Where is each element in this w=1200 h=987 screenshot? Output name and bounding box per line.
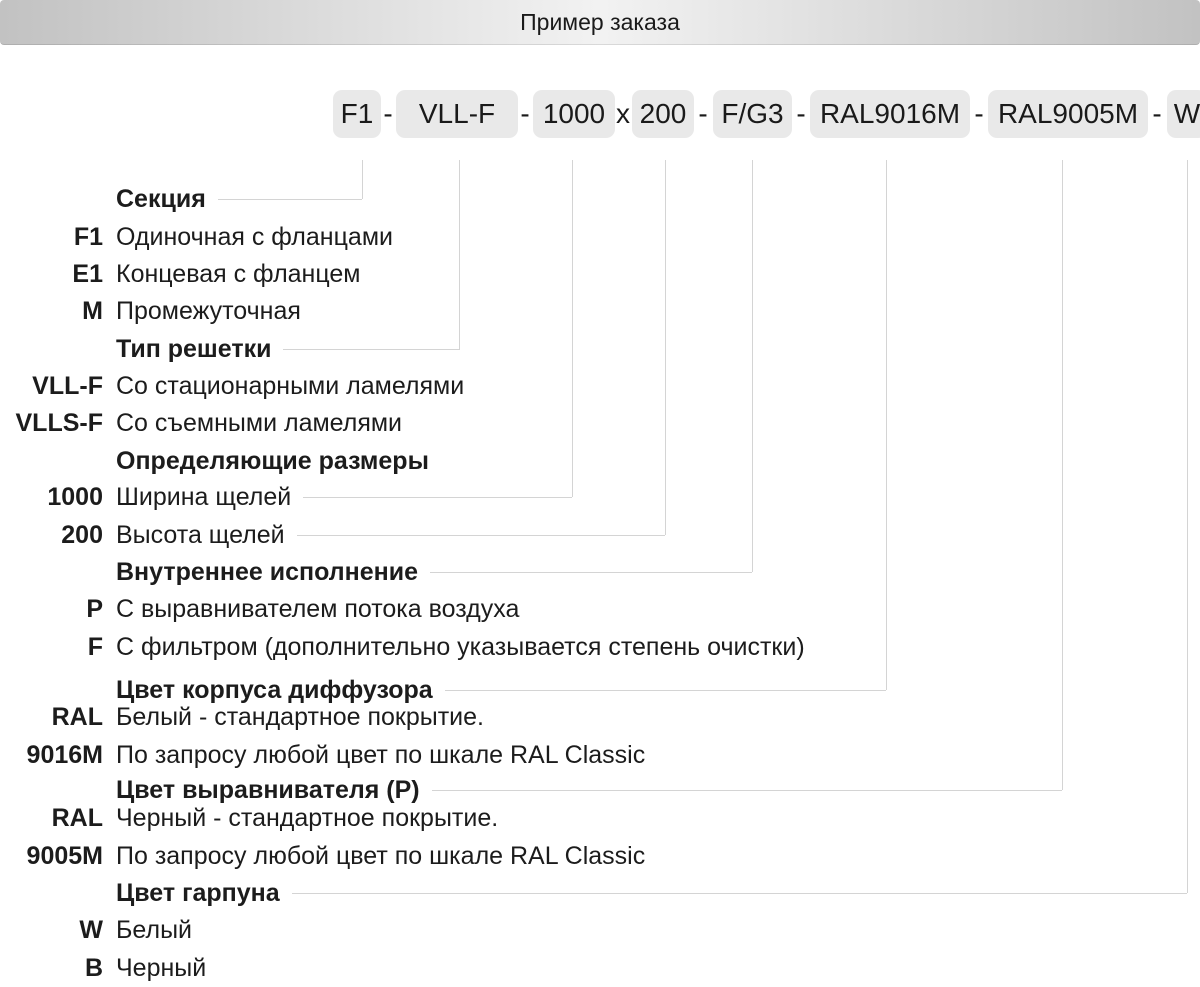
legend-row [0,218,1200,256]
connector-line-horizontal [218,199,362,200]
code-box-grille-type: VLL-F [396,90,518,138]
page-title: Пример заказа [520,8,680,35]
legend-row [0,736,1200,774]
code-separator: - [383,98,393,129]
row-desc: Белый [116,915,193,944]
row-desc: Концевая с фланцем [116,259,361,288]
legend-row [0,799,1200,837]
row-desc: Промежуточная [116,296,301,325]
code-separator: - [698,98,708,129]
row-desc: Со съемными ламелями [116,408,403,437]
row-code: 1000 [47,482,103,511]
row-code: E1 [72,259,103,288]
row-code: 9005M [26,841,103,870]
row-desc: Черный [116,953,207,982]
section-header-label: Цвет гарпуна [116,878,280,907]
legend-row [0,255,1200,293]
code-box-width: 1000 [533,90,615,138]
connector-line-horizontal [283,349,459,350]
code-box-harpoon-color: W [1167,90,1200,138]
row-code: VLLS-F [15,408,103,437]
legend-row [0,628,1200,666]
section-header-label: Тип решетки [116,334,272,363]
code-box-height: 200 [632,90,694,138]
connector-line-horizontal [297,535,665,536]
row-code: 9016M [26,740,103,769]
section-header-row [0,330,1200,368]
row-code: F [87,632,103,661]
code-box-internal: F/G3 [713,90,792,138]
code-separator: - [974,98,984,129]
legend-row [0,911,1200,949]
row-code: M [82,296,103,325]
connector-line-horizontal [292,893,1187,894]
code-separator: - [1152,98,1162,129]
section-header-label: Цвет корпуса диффузора [116,675,433,704]
row-desc: Высота щелей [116,520,285,549]
legend-row [0,949,1200,987]
row-desc: Со стационарными ламелями [116,371,465,400]
connector-line-horizontal [303,497,572,498]
code-box-body-color: RAL9016M [810,90,970,138]
code-separator: x [616,98,630,129]
code-box-equalizer-color: RAL9005M [988,90,1148,138]
row-desc: По запросу любой цвет по шкале RAL Classic [116,841,646,870]
code-box-section: F1 [333,90,381,138]
legend-row [0,837,1200,875]
legend-row [0,478,1200,516]
row-desc: С выравнивателем потока воздуха [116,594,520,623]
row-desc: Ширина щелей [116,482,292,511]
legend-row [0,292,1200,330]
legend-row [0,516,1200,554]
code-separator: - [520,98,530,129]
row-code: VLL-F [32,371,103,400]
legend-row [0,367,1200,405]
section-header-row [0,442,1200,480]
section-header-label: Цвет выравнивателя (P) [116,775,420,804]
row-desc: Белый - стандартное покрытие. [116,702,484,731]
legend-row [0,698,1200,736]
row-code: 200 [61,520,103,549]
row-code: RAL [51,803,103,832]
section-header-label: Секция [116,184,206,213]
row-code: F1 [73,222,103,251]
section-header-label: Внутреннее исполнение [116,557,419,586]
row-desc: Черный - стандартное покрытие. [116,803,499,832]
connector-line-horizontal [432,790,1062,791]
code-separator: - [796,98,806,129]
legend-row [0,404,1200,442]
row-code: B [84,953,103,982]
row-code: W [79,915,103,944]
section-header-label: Определяющие размеры [116,446,429,475]
row-desc: По запросу любой цвет по шкале RAL Classic [116,740,646,769]
legend-row [0,590,1200,628]
connector-line-horizontal [445,690,886,691]
section-header-row [0,874,1200,912]
row-code: P [86,594,103,623]
section-header-row [0,180,1200,218]
row-desc: С фильтром (дополнительно указывается степень очистки) [116,632,805,661]
row-desc: Одиночная с фланцами [116,222,393,251]
row-code: RAL [51,702,103,731]
connector-line-horizontal [430,572,752,573]
section-header-row [0,553,1200,591]
header-bar [0,0,1200,45]
